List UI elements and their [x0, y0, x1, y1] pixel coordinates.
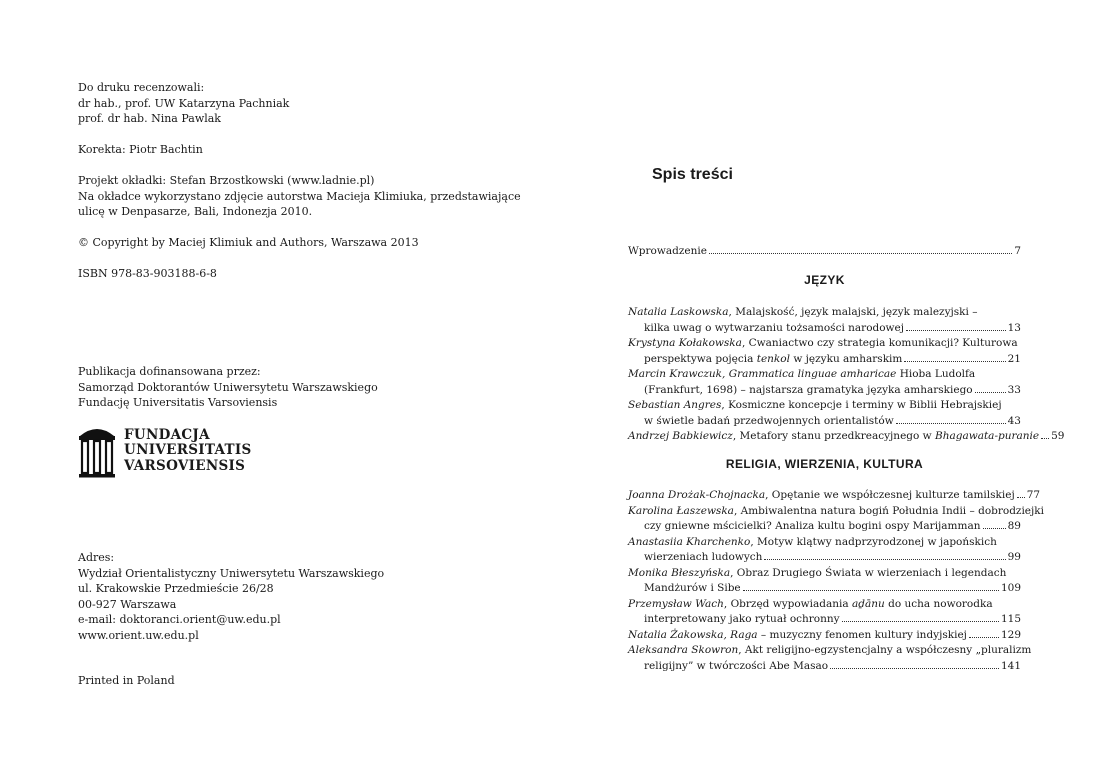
isbn-line: ISBN 978-83-903188-6-8 [78, 267, 217, 280]
copyright-line: © Copyright by Maciej Klimiuk and Authors, Warszawa 2013 [78, 236, 419, 249]
toc-entry: Joanna Drożak-Chojnacka , Opętanie we współczesnej kulturze tamilskiej 77 [628, 488, 1021, 504]
toc-author: Sebastian Angres [628, 399, 722, 411]
cover-photo-line-1: Na okładce wykorzystano zdjęcie autorstwa Macieja Klimiuka, przedstawiające [78, 189, 521, 203]
printed-line: Printed in Poland [78, 674, 175, 687]
toc-entry: Krystyna Kołakowska , Cwaniactwo czy strategia komunikacji? Kulturowa perspektywa pojęcia tenkol w języku amharskim 21 [628, 336, 1021, 367]
toc-entry: Przemysław Wach , Obrzęd wypowiadania aḏānu do ucha noworodka interpretowany jako rytuał ochronny 115 [628, 597, 1021, 628]
leader-dots [896, 414, 1006, 424]
toc-entry: Sebastian Angres , Kosmiczne koncepcje i terminy w Biblii Hebrajskiej w świetle badań przedwojennych orientalistów 43 [628, 398, 1021, 429]
section-heading-jezyk: JĘZYK [804, 273, 845, 287]
reviewer-1: dr hab., prof. UW Katarzyna Pachniak [78, 96, 290, 110]
leader-dots [830, 659, 999, 669]
toc-page-number: 43 [1007, 414, 1021, 427]
toc-page-number: 7 [1014, 245, 1021, 257]
toc-author: Aleksandra Skowron [628, 644, 739, 656]
reviewer-2: prof. dr hab. Nina Pawlak [78, 112, 221, 125]
website-line: www.orient.uw.edu.pl [78, 628, 199, 642]
columns-temple-icon [78, 424, 116, 478]
section-heading-religia: RELIGIA, WIERZENIA, KULTURA [725, 457, 924, 471]
toc-entry-title: Wprowadzenie [628, 245, 707, 257]
toc-page-number: 21 [1007, 352, 1021, 365]
toc-entry [628, 244, 1021, 260]
toc-title: Spis treści [652, 166, 733, 183]
funder-1: Samorząd Doktorantów Uniwersytetu Warszawskiego [78, 380, 378, 394]
leader-dots [764, 550, 1005, 560]
email-line: e-mail: doktoranci.orient@uw.edu.pl [78, 613, 281, 626]
leader-dots [983, 519, 1006, 529]
toc-section-2 [628, 488, 1045, 674]
leader-dots [975, 383, 1006, 393]
address-heading: Adres: [78, 551, 115, 564]
leader-dots [904, 352, 1005, 362]
toc-page-number: 141 [1000, 659, 1021, 672]
toc-author: Natalia Żakowska [628, 628, 724, 641]
cover-design-line: Projekt okładki: Stefan Brzostkowski (www.ladnie.pl) [78, 174, 375, 187]
toc-entry: Natalia Żakowska , Raga – muzyczny fenomen kultury indyjskiej 129 [628, 628, 1021, 644]
toc-page-number: 77 [1026, 489, 1041, 501]
toc-section-1 [628, 305, 1065, 445]
reviewers-block [78, 80, 521, 282]
toc-page-number: 13 [1007, 321, 1021, 334]
toc-entry: Marcin Krawczuk , Grammatica linguae amharicae Hioba Ludolfa (Frankfurt, 1698) – najstarsza gramatyka języka amharskiego 33 [628, 367, 1021, 398]
toc-author: Marcin Krawczuk [628, 368, 723, 380]
toc-entry: Aleksandra Skowron , Akt religijno-egzystencjalny a współczesny „pluralizm religijny” w twórczości Abe Masao 141 [628, 643, 1021, 674]
toc-page-number: 33 [1007, 383, 1021, 396]
funder-2: Fundację Universitatis Varsoviensis [78, 396, 278, 409]
toc-entry: Karolina Łaszewska , Ambiwalentna natura bogiń Południa Indii – dobrodziejki czy gniewne mścicielki? Analiza kultu bogini ospy Marijamman 89 [628, 504, 1021, 535]
reviewers-heading: Do druku recenzowali: [78, 81, 205, 94]
foundation-logo [78, 424, 252, 478]
correction-line: Korekta: Piotr Bachtin [78, 143, 203, 156]
logo-line-1: FUNDACJA [124, 426, 210, 443]
toc-author: Monika Błeszyńska [628, 566, 731, 579]
toc-author: Andrzej Babkiewicz [628, 430, 733, 442]
cover-photo-line-2: ulicę w Denpasarze, Bali, Indonezja 2010. [78, 205, 313, 218]
address-block [78, 550, 508, 643]
toc-page-number: 59 [1051, 430, 1065, 442]
toc-entry: Monika Błeszyńska , Obraz Drugiego Świata w wierzeniach i legendach Mandżurów i Sibe 109 [628, 566, 1021, 597]
toc-page-number: 115 [1000, 613, 1021, 625]
leader-dots [709, 244, 1012, 254]
leader-dots [906, 321, 1006, 331]
leader-dots [743, 581, 999, 591]
logo-line-3: VARSOVIENSIS [124, 457, 246, 474]
toc-page-number: 99 [1007, 551, 1021, 563]
toc-page-number: 109 [1000, 582, 1021, 594]
funding-heading: Publikacja dofinansowana przez: [78, 365, 261, 378]
printed-block [78, 673, 508, 689]
leader-dots [969, 628, 999, 638]
toc-entry: Anastasiia Kharchenko , Motyw klątwy nadprzyrodzonej w japońskich wierzeniach ludowych 99 [628, 535, 1021, 566]
toc-author: Joanna Drożak-Chojnacka [628, 489, 766, 501]
toc-author: Karolina Łaszewska [628, 504, 734, 517]
toc-author: Krystyna Kołakowska [628, 337, 742, 349]
toc-entry: Andrzej Babkiewicz , Metafory stanu przedkreacyjnego w Bhagawata-puranie 59 [628, 429, 1021, 445]
logo-line-2: UNIVERSITATIS [124, 442, 252, 459]
toc-entry: Natalia Laskowska , Malajskość, język malajski, język malezyjski – kilka uwag o wytwarzaniu tożsamości narodowej 13 [628, 305, 1021, 336]
logo-text [124, 428, 252, 475]
toc-author: Natalia Laskowska [628, 306, 729, 318]
toc-intro [628, 244, 1021, 260]
leader-dots [1041, 429, 1049, 439]
address-line-1: Wydział Orientalistyczny Uniwersytetu Warszawskiego [78, 566, 385, 580]
funding-block [78, 364, 508, 411]
toc-page-number: 89 [1007, 520, 1021, 532]
leader-dots [1017, 488, 1025, 498]
toc-author: Anastasiia Kharchenko [628, 535, 751, 548]
address-line-2: ul. Krakowskie Przedmieście 26/28 [78, 582, 274, 595]
address-line-3: 00-927 Warszawa [78, 597, 177, 611]
toc-page-number: 129 [1000, 628, 1021, 641]
toc-author: Przemysław Wach [628, 597, 724, 610]
leader-dots [842, 612, 999, 622]
